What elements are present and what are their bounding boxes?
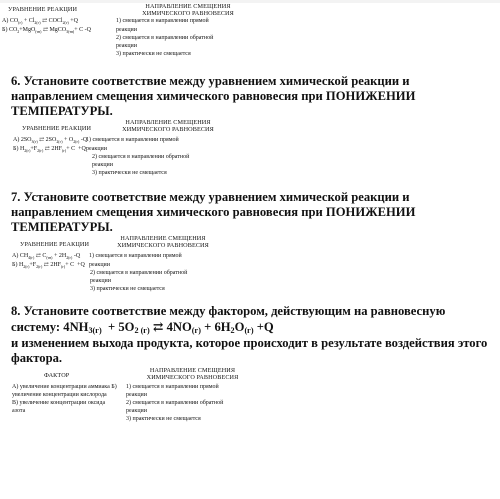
- q7-option-1-cont: реакции: [89, 262, 110, 268]
- q7-option-3: 3) практически не смещается: [90, 286, 165, 292]
- q8-factor-a: A) увеличение концентрации аммиака Б): [12, 384, 117, 390]
- option-1-cont: реакции: [116, 27, 137, 33]
- q8-option-2-cont: реакции: [126, 408, 147, 414]
- q8-right-header-line2: ХИМИЧЕСКОГО РАВНОВЕСИЯ: [146, 374, 239, 381]
- q6-equation-b: Б) $H_{2(г)}+F_{2(г)}$ ⇄ $2HF_{(г)}+ C +Q$: [13, 146, 86, 153]
- q6-right-header-line2: ХИМИЧЕСКОГО РАВНОВЕСИЯ: [122, 126, 214, 133]
- right-header-line1: НАПРАВЛЕНИЕ СМЕЩЕНИЯ: [145, 3, 231, 10]
- q7-left-header: УРАВНЕНИЕ РЕАКЦИИ: [20, 241, 90, 248]
- q8-option-2: 2) смещается в направлении обратной: [126, 400, 224, 406]
- question-7-line2: направлением смещения химического равновесия при ПОНИЖЕНИИ: [11, 205, 416, 219]
- q6-equation-a: A) $2SO_{3(г)}$ ⇄ $2SO_{2(г)} + O_{2(г)}$ -Q: [13, 137, 88, 144]
- question-8-line1: 8. Установите соответствие между фактором, действующим на равновесную: [11, 304, 446, 318]
- q7-equation-a: A) $CH_{4(г)}$ ⇄ $C_{(тв)} + 2H_{2(г)}$ -Q: [12, 253, 81, 260]
- left-header: УРАВНЕНИЕ РЕАКЦИИ: [8, 6, 78, 13]
- q8-factor-b: В) увеличение концентрации оксида: [12, 400, 106, 406]
- option-3: 3) практически не смещается: [116, 51, 191, 57]
- q7-right-header-line2: ХИМИЧЕСКОГО РАВНОВЕСИЯ: [117, 242, 209, 249]
- question-8-line3: и изменением выхода продукта, которое происходит в результате воздействия этого: [11, 336, 488, 350]
- q6-option-1: 1) смещается в направлении прямой: [86, 137, 179, 143]
- q8-factor-b-cont: азота: [12, 408, 26, 414]
- q6-option-2-cont: реакции: [92, 162, 113, 168]
- option-2: 2) смещается в направлении обратной: [116, 35, 214, 41]
- q8-left-header: ФАКТОР: [44, 372, 70, 379]
- q6-right-header-line1: НАПРАВЛЕНИЕ СМЕЩЕНИЯ: [125, 119, 211, 126]
- q7-option-2: 2) смещается в направлении обратной: [90, 270, 188, 276]
- option-2-cont: реакции: [116, 43, 137, 49]
- q8-option-3: 3) практически не смещается: [126, 416, 201, 422]
- q7-equation-b: Б) $H_{2(г)}+F_{2(г)}$ ⇄ $2HF_{(г)}+ C +Q$: [12, 262, 85, 269]
- q6-left-header: УРАВНЕНИЕ РЕАКЦИИ: [22, 125, 92, 132]
- q6-option-2: 2) смещается в направлении обратной: [92, 154, 190, 160]
- q6-option-1-cont: реакции: [86, 146, 107, 152]
- question-8-line2: систему: $4NH_{3(г)} + 5O_{2 (г)}$ ⇄ $4NO_{(г)} + 6H_2O_{(г)} +Q$: [11, 320, 274, 335]
- question-6-line2: направлением смещения химического равновесия при ПОНИЖЕНИИ: [11, 89, 416, 103]
- question-6-line1: 6. Установите соответствие между уравнением химической реакции и: [11, 74, 410, 88]
- right-header-line2: ХИМИЧЕСКОГО РАВНОВЕСИЯ: [142, 10, 234, 17]
- question-8-line4: фактора.: [11, 351, 63, 365]
- q6-option-3: 3) практически не смещается: [92, 170, 167, 176]
- q8-factor-a-cont: увеличение концентрации кислорода: [12, 392, 107, 398]
- question-7-line3: ТЕМПЕРАТУРЫ.: [11, 220, 113, 234]
- q8-right-header-line1: НАПРАВЛЕНИЕ СМЕЩЕНИЯ: [149, 367, 236, 374]
- q8-option-1: 1) смещается в направлении прямой: [126, 384, 219, 390]
- question-7-line1: 7. Установите соответствие между уравнением химической реакции и: [11, 190, 410, 204]
- question-8-prefix: систему:: [11, 320, 64, 334]
- top-edge-strip: [0, 0, 500, 3]
- option-1: 1) смещается в направлении прямой: [116, 18, 209, 24]
- q8-option-1-cont: реакции: [126, 392, 147, 398]
- equation-b: Б) $CO_2+MgO_{(тв)}$ ⇄ MgCO$_{3(тв)}$+ C -Q: [2, 27, 91, 34]
- q7-right-header-line1: НАПРАВЛЕНИЕ СМЕЩЕНИЯ: [120, 235, 206, 242]
- equation-a: A) $CO_{(г)} + Cl_{2(г)}$ ⇄ COCl$_{2(г)}$ +Q: [2, 18, 78, 25]
- question-6-line3: ТЕМПЕРАТУРЫ.: [11, 104, 113, 118]
- q7-option-2-cont: реакции: [90, 278, 111, 284]
- q7-option-1: 1) смещается в направлении прямой: [89, 253, 182, 259]
